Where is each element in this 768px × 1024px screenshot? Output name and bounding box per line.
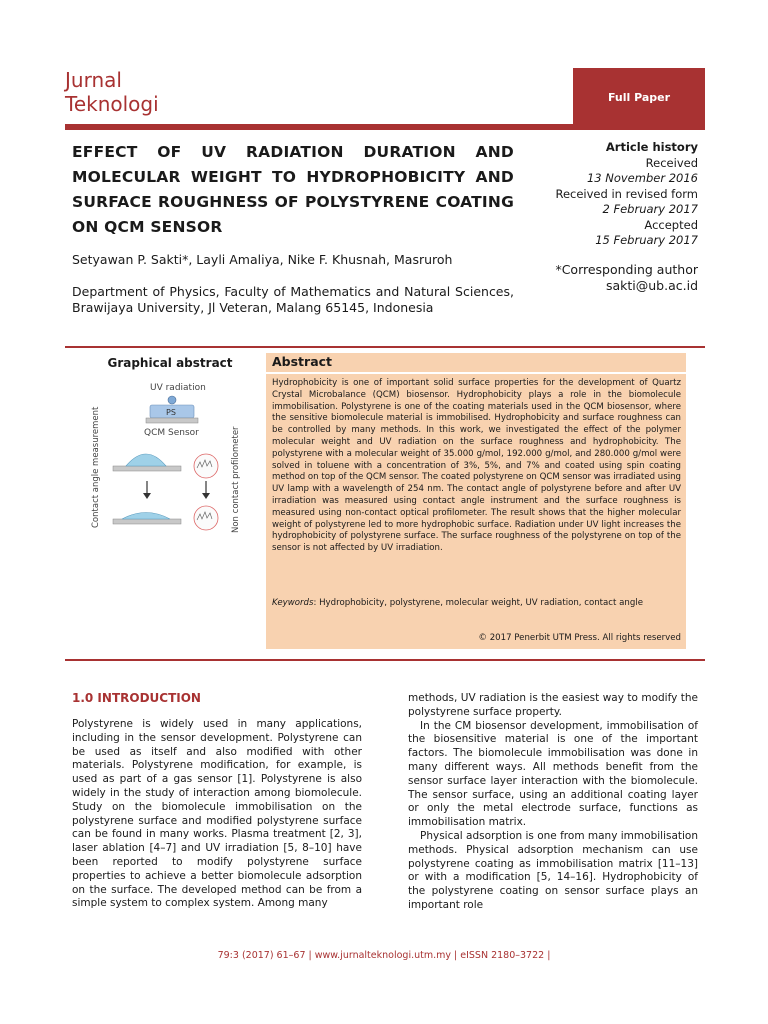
- affiliation: Department of Physics, Faculty of Mathematics and Natural Sciences, Brawijaya University, Jl Veteran, Malang 65145, Indonesia: [72, 284, 514, 315]
- introduction-heading: 1.0 INTRODUCTION: [72, 691, 201, 705]
- graphical-abstract-title: Graphical abstract: [107, 356, 233, 370]
- section-rule-bottom: [65, 659, 705, 661]
- corresponding-email[interactable]: sakti@ub.ac.id: [605, 278, 698, 293]
- intro-column-right: [408, 692, 698, 913]
- keywords: [272, 598, 681, 610]
- section-rule-top: [65, 346, 705, 348]
- contact-angle-label: Contact angle measurement: [91, 406, 101, 528]
- article-title: EFFECT OF UV RADIATION DURATION AND MOLECULAR WEIGHT TO HYDROPHOBICITY AND SURFACE ROUGHNESS OF POLYSTYRENE COATING ON QCM SENSOR: [72, 143, 514, 236]
- intro-paragraph-1: Polystyrene is widely used in many applications, including in the sensor development. Polystyrene can be used as itself and also modified with other materials. Polystyrene modification, for example, is used as part of a gas sensor [1]. Polystyrene is also widely in the study of interaction among biomolecule. Study on the biomolecule immobilisation on the polystyrene surface and modified polystyrene surface can be found in many works. Plasma treatment [2, 3], laser ablation [4–7] and UV irradiation [5, 8–10] have been reported to modify polystyrene surface properties to achieve a better biomolecule adsorption on the surface. The developed method can be from a simple system to complex system. Among many: [72, 718, 362, 910]
- sample-lower: [113, 519, 181, 524]
- intro-column-left: [72, 718, 362, 911]
- header-rule: [65, 124, 705, 130]
- ps-label: PS: [166, 408, 176, 417]
- sample-upper: [113, 466, 181, 471]
- copyright: © 2017 Penerbit UTM Press. All rights reserved: [478, 633, 681, 643]
- roughness-view-lower: [194, 506, 218, 530]
- accepted-date: 15 February 2017: [595, 233, 698, 247]
- author-list: Setyawan P. Sakti*, Layli Amaliya, Nike F. Khusnah, Masruroh: [72, 252, 453, 267]
- intro-paragraph-2: methods, UV radiation is the easiest way to modify the polystyrene surface property.: [408, 692, 698, 718]
- arrow-down-icon: [143, 493, 151, 499]
- journal-name: [65, 68, 159, 116]
- revised-label: Received in revised form: [555, 186, 698, 201]
- journal-name-line1: Jurnal: [65, 68, 122, 92]
- keywords-label: Keywords: [272, 598, 314, 608]
- full-paper-badge: Full Paper: [573, 68, 705, 126]
- history-heading: Article history: [605, 140, 698, 154]
- intro-paragraph-3: In the CM biosensor development, immobilisation of the biosensitive material is one of the important factors. The biomolecule immobilisation was done in many different ways. All methods benefit from the sensor surface layer interaction with the biomolecule. The sensor surface, using an additional coating layer or only the metal electrode surface, functions as immobilisation matrix.: [408, 719, 698, 829]
- corresponding-label: *Corresponding author: [555, 262, 698, 277]
- graphical-abstract-figure: [88, 378, 258, 548]
- profilometer-label: Non contact profilometer: [231, 426, 241, 533]
- page-footer: 79:3 (2017) 61–67 | www.jurnalteknologi.utm.my | eISSN 2180–3722 |: [217, 950, 551, 961]
- article-history: [498, 140, 698, 249]
- intro-paragraph-4: Physical adsorption is one from many immobilisation methods. Physical adsorption mechanism can use polystyrene coating as immobilisation matrix [11–13] or with a modification [5, 14–16]. Hydrophobicity of the polystyrene coating on sensor surface plays an important role: [408, 829, 698, 911]
- qcm-label: QCM Sensor: [144, 428, 199, 438]
- water-droplet-lower: [122, 513, 170, 520]
- journal-name-line2: Teknologi: [65, 92, 159, 116]
- uv-label: UV radiation: [150, 383, 206, 393]
- roughness-view-upper: [194, 454, 218, 478]
- abstract-heading: Abstract: [272, 354, 333, 369]
- received-label: Received: [645, 155, 698, 170]
- uv-lamp-icon: [168, 396, 176, 404]
- accepted-label: Accepted: [644, 217, 698, 232]
- corresponding-author: [478, 262, 698, 294]
- abstract-divider: [266, 372, 686, 374]
- received-date: 13 November 2016: [586, 171, 698, 185]
- water-droplet-upper: [126, 454, 166, 466]
- qcm-crystal: [146, 418, 198, 423]
- revised-date: 2 February 2017: [602, 202, 698, 216]
- abstract-text: Hydrophobicity is one of important solid surface properties for the development of Quartz Crystal Microbalance (QCM) biosensor. Hydrophobicity plays a role in the biomolecule immobilisation. Polystyrene is one of the coating materials used in the QCM biosensor, where the sensitive biomolecule material is immobilised. Hydrophobicity and surface roughness can be controlled by many methods. In this work, we investigated the effect of the polymer molecular weight and UV radiation on the surface roughness and hydrophobicity. The polystyrene with a molecular weight of 35.000 g/mol, 192.000 g/mol, and 280.000 g/mol were solved in toluene with a concentration of 3%, 5%, and 7% and coated using spin coating method on top of the QCM sensor. The coated polystyrene on QCM sensor was irradiated using UV lamp with a wavelength of 254 nm. The contact angle of polystyrene before and after UV irradiation was measured using contact angle instrument and the surface roughness is measured using non-contact optical profilometer. The result shows that the higher molecular weight of polystyrene led to more hydrophobic surface. Radiation under UV light increases the hydrophobicity of polystyrene surface. The surface roughness of the polystyrene on top of the sensor is not affected by UV irradiation.: [272, 378, 681, 554]
- keywords-list: : Hydrophobicity, polystyrene, molecular weight, UV radiation, contact angle: [313, 598, 643, 608]
- arrow-down-icon: [202, 493, 210, 499]
